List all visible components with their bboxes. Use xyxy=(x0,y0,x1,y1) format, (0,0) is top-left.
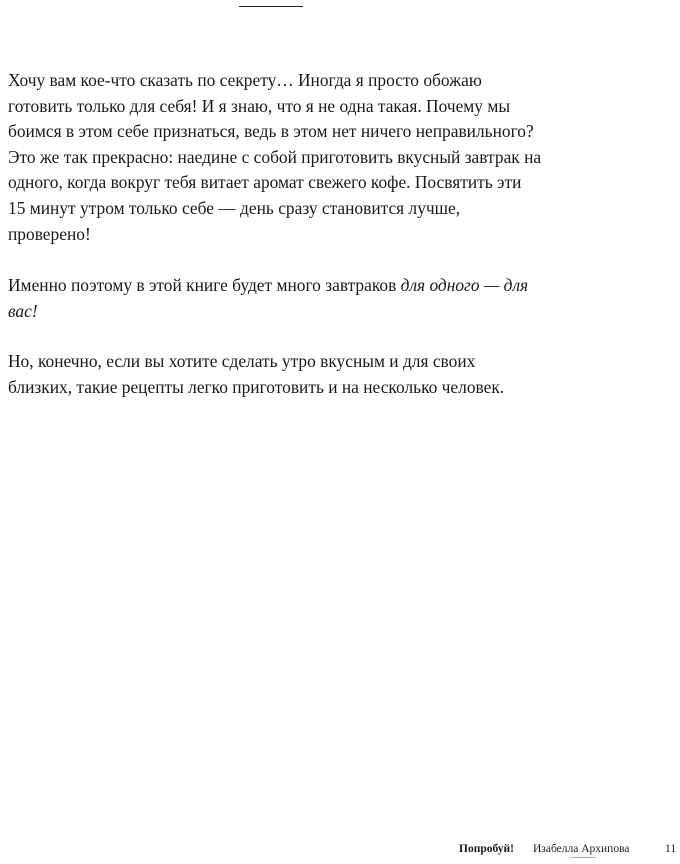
paragraph-secret: Хочу вам кое-что сказать по секрету… Иногда я просто обожаю готовить только для себя! И я знаю, что я не одна такая. Почему мы боимся в этом себе признаться, ведь в этом нет ничего неправильного? Это же так прекрасно: наедине с собой приготовить вкусный завтрак на одного, когда вокруг тебя витает аромат свежего кофе. Посвятить эти 15 минут утром только себе — день сразу становится лучше, проверено! xyxy=(8,70,542,244)
paragraph-family: Но, конечно, если вы хотите сделать утро вкусным и для своих близких, такие рецепты легко приготовить и на несколько человек. xyxy=(8,351,505,397)
page-footer xyxy=(0,843,680,859)
body-text xyxy=(8,68,542,426)
top-rule-divider xyxy=(239,6,303,7)
footer-book-title: Попробуй! xyxy=(459,843,514,855)
footer-author-underline xyxy=(570,857,596,858)
paragraph-breakfasts xyxy=(8,273,542,324)
page-number: 11 xyxy=(665,843,677,855)
footer-author: Изабелла Архипова xyxy=(533,843,630,855)
paragraph-breakfasts-emphasis: для одного — для вас! xyxy=(8,275,529,321)
paragraph-breakfasts-text: Именно поэтому в этой книге будет много завтраков xyxy=(8,275,401,296)
